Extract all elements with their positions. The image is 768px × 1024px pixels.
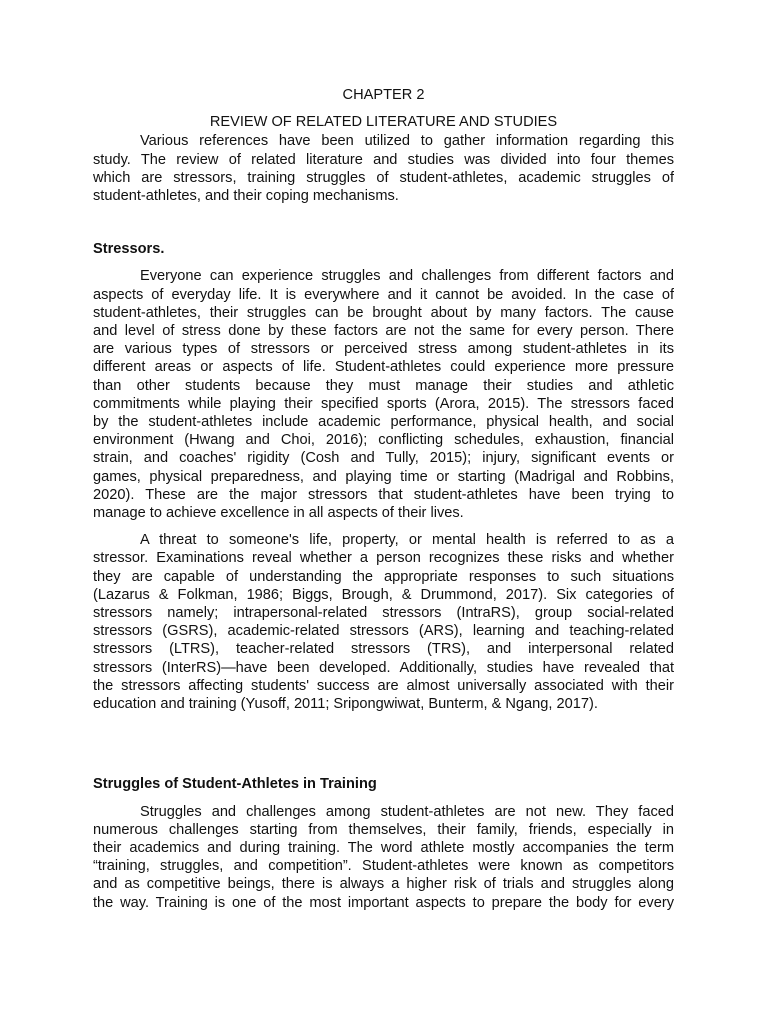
text-line: and level of stress done by these factors are not the same for every person. There — [93, 323, 674, 340]
text-line: strain, and coaches' rigidity (Cosh and Tully, 2015); injury, significant events or — [93, 450, 674, 467]
text-line: aspects of everyday life. It is everywhere and it cannot be avoided. In the case of — [93, 286, 674, 303]
training-paragraph-1 — [93, 803, 674, 912]
text-line: study. The review of related literature and studies was divided into four themes — [93, 151, 674, 168]
text-line: manage to achieve excellence in all aspects of their lives. — [93, 505, 464, 522]
section-heading-stressors: Stressors. — [93, 241, 165, 258]
stressors-paragraph-2 — [93, 531, 674, 713]
text-line: stressors (GSRS), academic-related stressors (ARS), learning and teaching-related — [93, 623, 674, 640]
text-line: student-athletes, their struggles can be brought about by many factors. The cause — [93, 304, 674, 321]
stressors-paragraph-1 — [93, 267, 674, 522]
text-line: which are stressors, training struggles of student-athletes, academic struggles of — [93, 169, 674, 186]
text-line: education and training (Yusoff, 2011; Sripongwiwat, Bunterm, & Ngang, 2017). — [93, 696, 598, 713]
text-line: their academics and during training. The word athlete mostly accompanies the term — [93, 839, 674, 856]
text-line: (Lazarus & Folkman, 1986; Biggs, Brough, & Drummond, 2017). Six categories of — [93, 586, 674, 603]
intro-paragraph — [93, 132, 674, 205]
text-line: the way. Training is one of the most important aspects to prepare the body for every — [93, 894, 674, 911]
text-line: they are capable of understanding the appropriate responses to such situations — [93, 568, 674, 585]
text-line: environment (Hwang and Choi, 2016); conflicting schedules, exhaustion, financial — [93, 432, 674, 449]
text-line: Everyone can experience struggles and challenges from different factors and — [140, 268, 674, 285]
document-body — [93, 86, 674, 912]
text-line: different areas or aspects of life. Student-athletes could experience more pressure — [93, 359, 674, 376]
text-line: 2020). These are the major stressors that student-athletes have been trying to — [93, 486, 674, 503]
text-line: A threat to someone's life, property, or mental health is referred to as a — [140, 532, 674, 549]
section-heading-training: Struggles of Student-Athletes in Training — [93, 776, 377, 793]
text-line: stressors (InterRS)—have been developed. Additionally, studies have revealed that — [93, 659, 674, 676]
text-line: than other students because they must manage their studies and athletic — [93, 377, 674, 394]
chapter-title: REVIEW OF RELATED LITERATURE AND STUDIES — [209, 114, 558, 131]
text-line: the stressors affecting students' success are almost universally associated with their — [93, 677, 674, 694]
text-line: “training, struggles, and competition”. Student-athletes were known as competitors — [93, 858, 674, 875]
text-line: stressors (LTRS), teacher-related stressors (TRS), and interpersonal related — [93, 641, 674, 658]
text-line: commitments while playing their specified sports (Arora, 2015). The stressors faced — [93, 395, 674, 412]
chapter-label: CHAPTER 2 — [342, 87, 425, 103]
text-line: stressors namely; intrapersonal-related stressors (IntraRS), group social-related — [93, 605, 674, 622]
text-line: stressor. Examinations reveal whether a person recognizes these risks and whether — [93, 550, 674, 567]
text-line: by the student-athletes include academic performance, physical health, and social — [93, 414, 674, 431]
text-line: are various types of stressors or perceived stress among student-athletes in its — [93, 341, 674, 358]
text-line: numerous challenges starting from themselves, their family, friends, especially in — [93, 821, 674, 838]
text-line: Struggles and challenges among student-athletes are not new. They faced — [140, 803, 674, 820]
text-line: Various references have been utilized to gather information regarding this — [140, 133, 674, 150]
text-line: games, physical preparedness, and playing time or starting (Madrigal and Robbins, — [93, 468, 674, 485]
text-line: and as competitive beings, there is always a higher risk of trials and struggles along — [93, 876, 674, 893]
text-line: student-athletes, and their coping mechanisms. — [93, 188, 399, 205]
